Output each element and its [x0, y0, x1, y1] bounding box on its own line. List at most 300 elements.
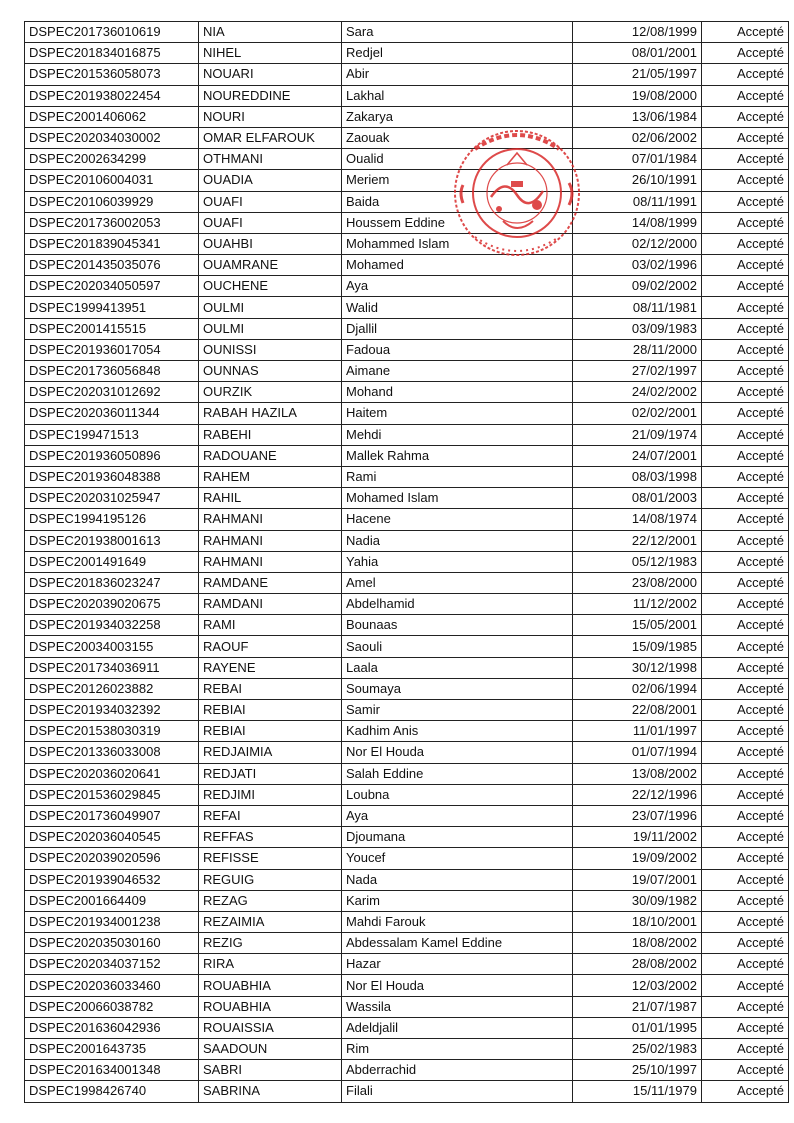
last-name-cell: RAMDANE [199, 572, 342, 593]
table-row [25, 551, 789, 572]
status-cell: Accepté [702, 212, 789, 233]
first-name-cell: Mohammed Islam [342, 233, 573, 254]
birth-date-cell: 02/06/2002 [573, 127, 702, 148]
first-name-cell: Abdelhamid [342, 594, 573, 615]
matricule-cell: DSPEC20106004031 [25, 170, 199, 191]
first-name-cell: Adeldjalil [342, 1017, 573, 1038]
table-row [25, 827, 789, 848]
table-row [25, 805, 789, 826]
table-row [25, 954, 789, 975]
first-name-cell: Kadhim Anis [342, 721, 573, 742]
birth-date-cell: 12/08/1999 [573, 22, 702, 43]
matricule-cell: DSPEC201936050896 [25, 445, 199, 466]
status-cell: Accepté [702, 784, 789, 805]
status-cell: Accepté [702, 382, 789, 403]
last-name-cell: OURZIK [199, 382, 342, 403]
status-cell: Accepté [702, 911, 789, 932]
last-name-cell: OMAR ELFAROUK [199, 127, 342, 148]
first-name-cell: Loubna [342, 784, 573, 805]
table-row [25, 933, 789, 954]
birth-date-cell: 13/08/2002 [573, 763, 702, 784]
matricule-cell: DSPEC201736056848 [25, 361, 199, 382]
last-name-cell: ROUABHIA [199, 996, 342, 1017]
status-cell: Accepté [702, 255, 789, 276]
first-name-cell: Aya [342, 276, 573, 297]
matricule-cell: DSPEC201634001348 [25, 1060, 199, 1081]
last-name-cell: OUNISSI [199, 339, 342, 360]
first-name-cell: Rim [342, 1039, 573, 1060]
status-cell: Accepté [702, 530, 789, 551]
birth-date-cell: 15/09/1985 [573, 636, 702, 657]
table-row [25, 975, 789, 996]
matricule-cell: DSPEC201736049907 [25, 805, 199, 826]
last-name-cell: RAMI [199, 615, 342, 636]
matricule-cell: DSPEC2002634299 [25, 149, 199, 170]
birth-date-cell: 21/07/1987 [573, 996, 702, 1017]
matricule-cell: DSPEC201435035076 [25, 255, 199, 276]
matricule-cell: DSPEC201536029845 [25, 784, 199, 805]
matricule-cell: DSPEC1999413951 [25, 297, 199, 318]
table-row [25, 339, 789, 360]
last-name-cell: NOURI [199, 106, 342, 127]
birth-date-cell: 14/08/1974 [573, 509, 702, 530]
last-name-cell: OUNNAS [199, 361, 342, 382]
matricule-cell: DSPEC201736010619 [25, 22, 199, 43]
last-name-cell: REBAI [199, 678, 342, 699]
table-row [25, 85, 789, 106]
first-name-cell: Djoumana [342, 827, 573, 848]
matricule-cell: DSPEC2001415515 [25, 318, 199, 339]
first-name-cell: Nor El Houda [342, 742, 573, 763]
table-row [25, 594, 789, 615]
matricule-cell: DSPEC201834016875 [25, 43, 199, 64]
first-name-cell: Walid [342, 297, 573, 318]
first-name-cell: Fadoua [342, 339, 573, 360]
birth-date-cell: 21/09/1974 [573, 424, 702, 445]
birth-date-cell: 30/09/1982 [573, 890, 702, 911]
status-cell: Accepté [702, 636, 789, 657]
table-row [25, 191, 789, 212]
matricule-cell: DSPEC201736002053 [25, 212, 199, 233]
table-row [25, 509, 789, 530]
matricule-cell: DSPEC201336033008 [25, 742, 199, 763]
table-row [25, 276, 789, 297]
birth-date-cell: 01/01/1995 [573, 1017, 702, 1038]
last-name-cell: REBIAI [199, 700, 342, 721]
status-cell: Accepté [702, 127, 789, 148]
birth-date-cell: 26/10/1991 [573, 170, 702, 191]
status-cell: Accepté [702, 106, 789, 127]
table-row [25, 297, 789, 318]
first-name-cell: Zakarya [342, 106, 573, 127]
status-cell: Accepté [702, 572, 789, 593]
first-name-cell: Wassila [342, 996, 573, 1017]
birth-date-cell: 19/08/2000 [573, 85, 702, 106]
birth-date-cell: 05/12/1983 [573, 551, 702, 572]
matricule-cell: DSPEC2001643735 [25, 1039, 199, 1060]
birth-date-cell: 19/07/2001 [573, 869, 702, 890]
status-cell: Accepté [702, 403, 789, 424]
last-name-cell: REZIG [199, 933, 342, 954]
table-row [25, 127, 789, 148]
status-cell: Accepté [702, 43, 789, 64]
last-name-cell: OUAFI [199, 212, 342, 233]
birth-date-cell: 18/08/2002 [573, 933, 702, 954]
table-row [25, 64, 789, 85]
birth-date-cell: 19/09/2002 [573, 848, 702, 869]
first-name-cell: Abir [342, 64, 573, 85]
status-cell: Accepté [702, 64, 789, 85]
first-name-cell: Bounaas [342, 615, 573, 636]
first-name-cell: Meriem [342, 170, 573, 191]
last-name-cell: SABRINA [199, 1081, 342, 1102]
last-name-cell: OTHMANI [199, 149, 342, 170]
matricule-cell: DSPEC201538030319 [25, 721, 199, 742]
matricule-cell: DSPEC20066038782 [25, 996, 199, 1017]
status-cell: Accepté [702, 678, 789, 699]
first-name-cell: Baida [342, 191, 573, 212]
table-row [25, 763, 789, 784]
first-name-cell: Mallek Rahma [342, 445, 573, 466]
birth-date-cell: 08/11/1991 [573, 191, 702, 212]
last-name-cell: RAHEM [199, 466, 342, 487]
first-name-cell: Lakhal [342, 85, 573, 106]
birth-date-cell: 11/12/2002 [573, 594, 702, 615]
birth-date-cell: 08/11/1981 [573, 297, 702, 318]
last-name-cell: NIA [199, 22, 342, 43]
first-name-cell: Sara [342, 22, 573, 43]
status-cell: Accepté [702, 954, 789, 975]
table-row [25, 636, 789, 657]
status-cell: Accepté [702, 170, 789, 191]
table-row [25, 403, 789, 424]
matricule-cell: DSPEC201939046532 [25, 869, 199, 890]
status-cell: Accepté [702, 509, 789, 530]
first-name-cell: Mohamed [342, 255, 573, 276]
birth-date-cell: 25/10/1997 [573, 1060, 702, 1081]
status-cell: Accepté [702, 297, 789, 318]
birth-date-cell: 22/12/1996 [573, 784, 702, 805]
birth-date-cell: 27/02/1997 [573, 361, 702, 382]
table-row [25, 742, 789, 763]
matricule-cell: DSPEC201938001613 [25, 530, 199, 551]
status-cell: Accepté [702, 721, 789, 742]
last-name-cell: NOUREDDINE [199, 85, 342, 106]
matricule-cell: DSPEC202036033460 [25, 975, 199, 996]
status-cell: Accepté [702, 657, 789, 678]
matricule-cell: DSPEC199471513 [25, 424, 199, 445]
birth-date-cell: 09/02/2002 [573, 276, 702, 297]
table-row [25, 43, 789, 64]
first-name-cell: Houssem Eddine [342, 212, 573, 233]
matricule-cell: DSPEC201938022454 [25, 85, 199, 106]
last-name-cell: ROUABHIA [199, 975, 342, 996]
status-cell: Accepté [702, 615, 789, 636]
first-name-cell: Djallil [342, 318, 573, 339]
first-name-cell: Nor El Houda [342, 975, 573, 996]
status-cell: Accepté [702, 1017, 789, 1038]
table-row [25, 1081, 789, 1102]
last-name-cell: OUAFI [199, 191, 342, 212]
birth-date-cell: 02/12/2000 [573, 233, 702, 254]
last-name-cell: RIRA [199, 954, 342, 975]
first-name-cell: Samir [342, 700, 573, 721]
last-name-cell: RADOUANE [199, 445, 342, 466]
status-cell: Accepté [702, 869, 789, 890]
birth-date-cell: 03/09/1983 [573, 318, 702, 339]
first-name-cell: Aya [342, 805, 573, 826]
table-row [25, 657, 789, 678]
table-row [25, 170, 789, 191]
matricule-cell: DSPEC202035030160 [25, 933, 199, 954]
matricule-cell: DSPEC202036020641 [25, 763, 199, 784]
birth-date-cell: 15/11/1979 [573, 1081, 702, 1102]
table-row [25, 466, 789, 487]
last-name-cell: RAYENE [199, 657, 342, 678]
birth-date-cell: 08/03/1998 [573, 466, 702, 487]
last-name-cell: OULMI [199, 318, 342, 339]
last-name-cell: REFAI [199, 805, 342, 826]
first-name-cell: Laala [342, 657, 573, 678]
table-row [25, 678, 789, 699]
first-name-cell: Mahdi Farouk [342, 911, 573, 932]
results-table-body [25, 22, 789, 1103]
last-name-cell: REFISSE [199, 848, 342, 869]
first-name-cell: Mohamed Islam [342, 488, 573, 509]
status-cell: Accepté [702, 1081, 789, 1102]
last-name-cell: SAADOUN [199, 1039, 342, 1060]
matricule-cell: DSPEC201936017054 [25, 339, 199, 360]
first-name-cell: Zaouak [342, 127, 573, 148]
table-row [25, 318, 789, 339]
table-row [25, 149, 789, 170]
first-name-cell: Filali [342, 1081, 573, 1102]
table-row [25, 911, 789, 932]
first-name-cell: Youcef [342, 848, 573, 869]
last-name-cell: RAHMANI [199, 530, 342, 551]
birth-date-cell: 02/02/2001 [573, 403, 702, 424]
table-row [25, 784, 789, 805]
table-row [25, 572, 789, 593]
status-cell: Accepté [702, 85, 789, 106]
matricule-cell: DSPEC201536058073 [25, 64, 199, 85]
birth-date-cell: 28/11/2000 [573, 339, 702, 360]
matricule-cell: DSPEC202034037152 [25, 954, 199, 975]
birth-date-cell: 22/12/2001 [573, 530, 702, 551]
matricule-cell: DSPEC201636042936 [25, 1017, 199, 1038]
status-cell: Accepté [702, 339, 789, 360]
first-name-cell: Aimane [342, 361, 573, 382]
last-name-cell: REGUIG [199, 869, 342, 890]
status-cell: Accepté [702, 700, 789, 721]
table-row [25, 721, 789, 742]
results-table [24, 21, 789, 1103]
first-name-cell: Nadia [342, 530, 573, 551]
matricule-cell: DSPEC202034030002 [25, 127, 199, 148]
table-row [25, 1060, 789, 1081]
table-row [25, 445, 789, 466]
last-name-cell: RAHMANI [199, 551, 342, 572]
birth-date-cell: 19/11/2002 [573, 827, 702, 848]
birth-date-cell: 22/08/2001 [573, 700, 702, 721]
matricule-cell: DSPEC1998426740 [25, 1081, 199, 1102]
matricule-cell: DSPEC20034003155 [25, 636, 199, 657]
birth-date-cell: 24/07/2001 [573, 445, 702, 466]
status-cell: Accepté [702, 890, 789, 911]
status-cell: Accepté [702, 594, 789, 615]
last-name-cell: REDJATI [199, 763, 342, 784]
table-row [25, 212, 789, 233]
first-name-cell: Karim [342, 890, 573, 911]
birth-date-cell: 23/07/1996 [573, 805, 702, 826]
first-name-cell: Rami [342, 466, 573, 487]
table-row [25, 106, 789, 127]
birth-date-cell: 14/08/1999 [573, 212, 702, 233]
last-name-cell: OULMI [199, 297, 342, 318]
status-cell: Accepté [702, 996, 789, 1017]
birth-date-cell: 03/02/1996 [573, 255, 702, 276]
first-name-cell: Hazar [342, 954, 573, 975]
last-name-cell: REFFAS [199, 827, 342, 848]
matricule-cell: DSPEC2001491649 [25, 551, 199, 572]
status-cell: Accepté [702, 1060, 789, 1081]
matricule-cell: DSPEC202031025947 [25, 488, 199, 509]
status-cell: Accepté [702, 233, 789, 254]
status-cell: Accepté [702, 276, 789, 297]
status-cell: Accepté [702, 933, 789, 954]
matricule-cell: DSPEC201836023247 [25, 572, 199, 593]
first-name-cell: Saouli [342, 636, 573, 657]
birth-date-cell: 02/06/1994 [573, 678, 702, 699]
matricule-cell: DSPEC201839045341 [25, 233, 199, 254]
first-name-cell: Abderrachid [342, 1060, 573, 1081]
matricule-cell: DSPEC202036040545 [25, 827, 199, 848]
table-row [25, 869, 789, 890]
matricule-cell: DSPEC202034050597 [25, 276, 199, 297]
birth-date-cell: 30/12/1998 [573, 657, 702, 678]
status-cell: Accepté [702, 551, 789, 572]
birth-date-cell: 23/08/2000 [573, 572, 702, 593]
table-row [25, 848, 789, 869]
table-row [25, 22, 789, 43]
birth-date-cell: 08/01/2003 [573, 488, 702, 509]
last-name-cell: RAHMANI [199, 509, 342, 530]
status-cell: Accepté [702, 488, 789, 509]
first-name-cell: Mohand [342, 382, 573, 403]
status-cell: Accepté [702, 763, 789, 784]
last-name-cell: RAMDANI [199, 594, 342, 615]
matricule-cell: DSPEC201936048388 [25, 466, 199, 487]
last-name-cell: REDJIMI [199, 784, 342, 805]
last-name-cell: NIHEL [199, 43, 342, 64]
first-name-cell: Oualid [342, 149, 573, 170]
first-name-cell: Haitem [342, 403, 573, 424]
table-row [25, 382, 789, 403]
status-cell: Accepté [702, 466, 789, 487]
matricule-cell: DSPEC202031012692 [25, 382, 199, 403]
last-name-cell: RAHIL [199, 488, 342, 509]
table-row [25, 233, 789, 254]
status-cell: Accepté [702, 318, 789, 339]
last-name-cell: RABEHI [199, 424, 342, 445]
status-cell: Accepté [702, 805, 789, 826]
last-name-cell: OUCHENE [199, 276, 342, 297]
status-cell: Accepté [702, 827, 789, 848]
matricule-cell: DSPEC202039020596 [25, 848, 199, 869]
first-name-cell: Nada [342, 869, 573, 890]
table-row [25, 255, 789, 276]
birth-date-cell: 01/07/1994 [573, 742, 702, 763]
status-cell: Accepté [702, 975, 789, 996]
last-name-cell: REZAIMIA [199, 911, 342, 932]
matricule-cell: DSPEC201934001238 [25, 911, 199, 932]
status-cell: Accepté [702, 445, 789, 466]
last-name-cell: RABAH HAZILA [199, 403, 342, 424]
matricule-cell: DSPEC201934032258 [25, 615, 199, 636]
birth-date-cell: 21/05/1997 [573, 64, 702, 85]
first-name-cell: Salah Eddine [342, 763, 573, 784]
table-row [25, 890, 789, 911]
status-cell: Accepté [702, 424, 789, 445]
first-name-cell: Yahia [342, 551, 573, 572]
first-name-cell: Hacene [342, 509, 573, 530]
last-name-cell: NOUARI [199, 64, 342, 85]
matricule-cell: DSPEC1994195126 [25, 509, 199, 530]
status-cell: Accepté [702, 742, 789, 763]
birth-date-cell: 12/03/2002 [573, 975, 702, 996]
status-cell: Accepté [702, 22, 789, 43]
birth-date-cell: 15/05/2001 [573, 615, 702, 636]
last-name-cell: OUAHBI [199, 233, 342, 254]
table-row [25, 530, 789, 551]
status-cell: Accepté [702, 191, 789, 212]
matricule-cell: DSPEC201934032392 [25, 700, 199, 721]
status-cell: Accepté [702, 848, 789, 869]
birth-date-cell: 08/01/2001 [573, 43, 702, 64]
birth-date-cell: 28/08/2002 [573, 954, 702, 975]
table-row [25, 615, 789, 636]
last-name-cell: RAOUF [199, 636, 342, 657]
last-name-cell: REZAG [199, 890, 342, 911]
status-cell: Accepté [702, 361, 789, 382]
matricule-cell: DSPEC2001406062 [25, 106, 199, 127]
matricule-cell: DSPEC2001664409 [25, 890, 199, 911]
first-name-cell: Mehdi [342, 424, 573, 445]
last-name-cell: OUADIA [199, 170, 342, 191]
birth-date-cell: 18/10/2001 [573, 911, 702, 932]
first-name-cell: Soumaya [342, 678, 573, 699]
first-name-cell: Redjel [342, 43, 573, 64]
last-name-cell: SABRI [199, 1060, 342, 1081]
status-cell: Accepté [702, 1039, 789, 1060]
first-name-cell: Abdessalam Kamel Eddine [342, 933, 573, 954]
status-cell: Accepté [702, 149, 789, 170]
table-row [25, 996, 789, 1017]
table-row [25, 1017, 789, 1038]
last-name-cell: REBIAI [199, 721, 342, 742]
birth-date-cell: 07/01/1984 [573, 149, 702, 170]
birth-date-cell: 11/01/1997 [573, 721, 702, 742]
last-name-cell: REDJAIMIA [199, 742, 342, 763]
matricule-cell: DSPEC20106039929 [25, 191, 199, 212]
table-row [25, 1039, 789, 1060]
birth-date-cell: 24/02/2002 [573, 382, 702, 403]
birth-date-cell: 25/02/1983 [573, 1039, 702, 1060]
last-name-cell: OUAMRANE [199, 255, 342, 276]
birth-date-cell: 13/06/1984 [573, 106, 702, 127]
table-row [25, 361, 789, 382]
matricule-cell: DSPEC202036011344 [25, 403, 199, 424]
